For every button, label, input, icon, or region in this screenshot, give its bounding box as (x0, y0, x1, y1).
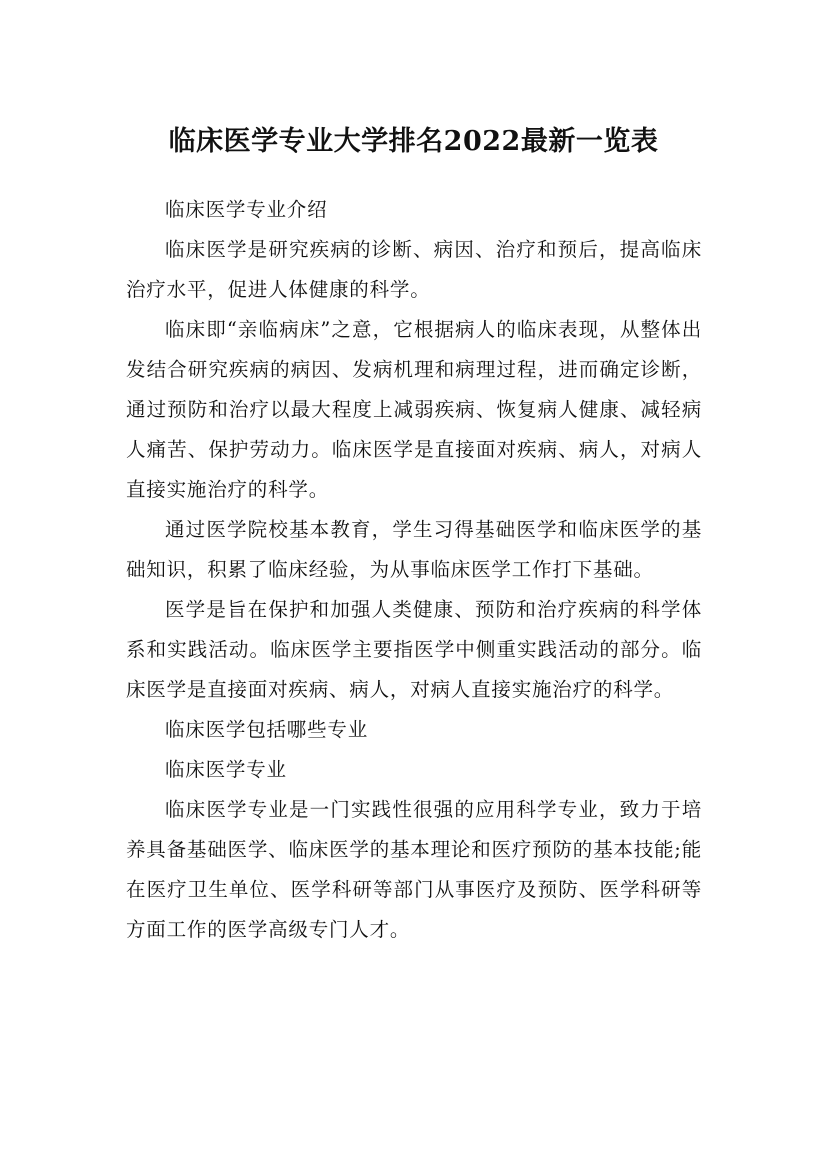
document-body (126, 190, 702, 950)
paragraph-clinical-meaning: 临床即“亲临病床”之意，它根据病人的临床表现，从整体出发结合研究疾病的病因、发病机理和病理过程，进而确定诊断，通过预防和治疗以最大程度上减弱疾病、恢复病人健康、减轻病人痛苦、保护劳动力。临床医学是直接面对疾病、病人，对病人直接实施治疗的科学。 (126, 318, 702, 501)
paragraph-major-description: 临床医学专业是一门实践性很强的应用科学专业，致力于培养具备基础医学、临床医学的基本理论和医疗预防的基本技能;能在医疗卫生单位、医学科研等部门从事医疗及预防、医学科研等方面工作的医学高级专门人才。 (126, 798, 702, 941)
paragraph-education: 通过医学院校基本教育，学生习得基础医学和临床医学的基础知识，积累了临床经验，为从事临床医学工作打下基础。 (126, 518, 702, 581)
paragraph-definition: 临床医学是研究疾病的诊断、病因、治疗和预后，提高临床治疗水平，促进人体健康的科学。 (126, 238, 702, 301)
document-title: 临床医学专业大学排名2022最新一览表 (168, 126, 659, 158)
paragraph-majors-heading: 临床医学包括哪些专业 (165, 718, 369, 741)
paragraph-major-subheading: 临床医学专业 (165, 758, 287, 781)
paragraph-intro-heading: 临床医学专业介绍 (165, 198, 328, 221)
paragraph-medicine-scope: 医学是旨在保护和加强人类健康、预防和治疗疾病的科学体系和实践活动。临床医学主要指医学中侧重实践活动的部分。临床医学是直接面对疾病、病人，对病人直接实施治疗的科学。 (126, 598, 702, 701)
